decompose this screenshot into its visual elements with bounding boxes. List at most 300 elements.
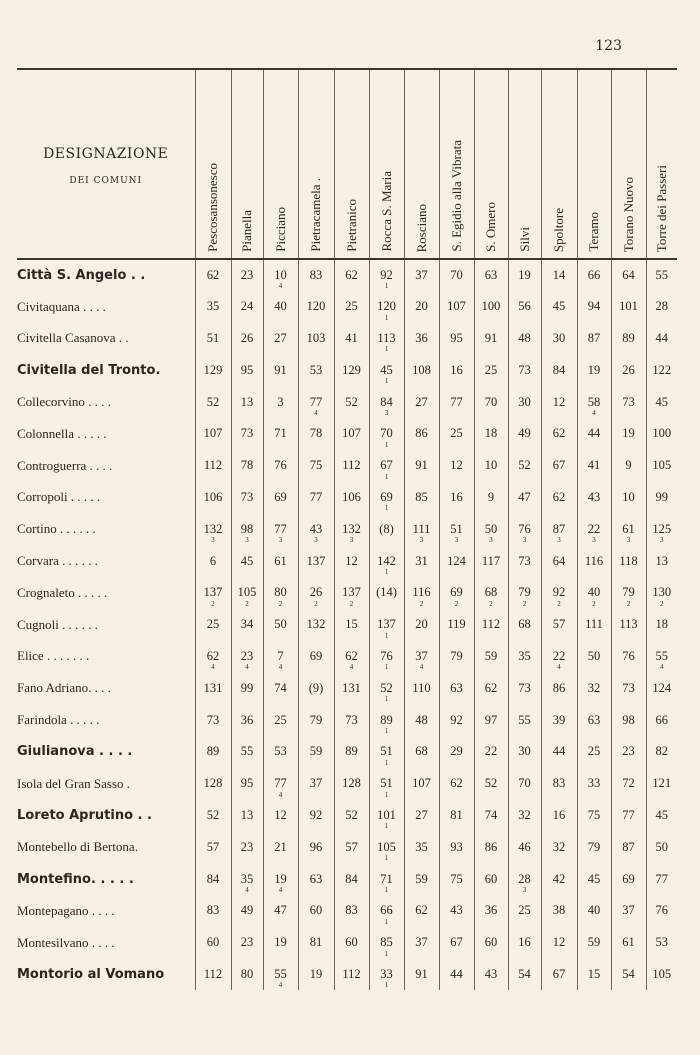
distance-value: 78	[240, 458, 254, 473]
distance-cell	[646, 704, 677, 736]
distance-value: 22	[552, 648, 566, 663]
column-header	[298, 69, 334, 259]
distance-cell	[646, 577, 677, 609]
comune-name: Montesilvano . . . .	[17, 934, 115, 950]
distance-value: 55	[274, 966, 287, 981]
distance-cell	[474, 895, 508, 927]
distance-cell	[231, 354, 263, 386]
distance-value: 121	[652, 776, 672, 791]
distance-value: 76	[655, 903, 668, 918]
distance-cell	[611, 609, 646, 641]
distance-value: 40	[587, 585, 601, 600]
distance-value: 23	[240, 648, 254, 663]
distance-footnote: 2	[557, 599, 561, 608]
distance-value: 32	[587, 680, 601, 695]
distance-value: 25	[450, 426, 463, 441]
distance-footnote: 1	[384, 917, 389, 926]
distance-cell	[541, 863, 577, 895]
comune-name: Elice . . . . . . .	[17, 648, 90, 664]
distance-footnote: 2	[522, 599, 527, 608]
distance-value: 129	[342, 362, 361, 377]
distance-value: 47	[274, 903, 287, 918]
comune-name: Cortino . . . . . .	[17, 521, 96, 537]
distance-value: 12	[274, 807, 287, 822]
distance-cell	[231, 959, 263, 991]
distance-value: 42	[552, 871, 566, 886]
distance-value: 53	[309, 362, 323, 377]
distance-cell	[611, 704, 646, 736]
distance-cell	[474, 704, 508, 736]
distance-cell	[611, 259, 646, 291]
distance-value: 51	[450, 521, 463, 536]
distance-value: 87	[587, 330, 601, 345]
distance-footnote: 2	[211, 599, 215, 608]
distance-cell	[334, 482, 369, 514]
distance-value: 3	[277, 394, 284, 409]
distance-value: 25	[345, 299, 358, 314]
distance-value: (9)	[308, 680, 324, 695]
distance-value: 27	[415, 807, 428, 822]
distance-value: 63	[484, 267, 498, 282]
distance-value: 30	[552, 330, 566, 345]
distance-cell	[439, 609, 474, 641]
distance-value: 71	[380, 871, 393, 886]
distance-footnote: 3	[314, 536, 318, 545]
distance-cell	[404, 450, 439, 482]
distance-cell	[195, 386, 231, 418]
table-row	[17, 736, 677, 768]
distance-value: 27	[274, 330, 287, 345]
distance-value: 16	[450, 489, 463, 504]
distance-value: 77	[274, 521, 287, 536]
distance-value: 19	[309, 966, 323, 981]
distance-value: 35	[240, 871, 254, 886]
distance-value: 54	[518, 966, 531, 981]
distance-cell	[404, 386, 439, 418]
distance-cell	[369, 418, 404, 450]
distance-cell	[231, 863, 263, 895]
table-row	[17, 323, 677, 355]
distance-cell	[298, 386, 334, 418]
column-header-label: Pietracamela .	[308, 178, 323, 252]
distance-cell	[611, 545, 646, 577]
distance-cell	[369, 545, 404, 577]
distance-value: 119	[447, 617, 466, 632]
distance-value: 44	[552, 744, 566, 759]
distance-footnote: 4	[278, 981, 283, 990]
distance-cell	[541, 831, 577, 863]
distance-value: (14)	[376, 585, 397, 600]
distance-value: 66	[655, 712, 668, 727]
distance-footnote: 1	[384, 822, 389, 831]
distance-value: 75	[309, 458, 323, 473]
distance-footnote: 3	[419, 536, 424, 545]
distance-footnote: 2	[349, 599, 354, 608]
distance-value: 6	[209, 553, 217, 568]
distance-value: 124	[652, 680, 672, 695]
distance-cell	[439, 386, 474, 418]
distance-value: 37	[415, 648, 428, 663]
distance-value: 73	[518, 680, 531, 695]
distance-value: 106	[203, 489, 223, 504]
distance-cell	[439, 641, 474, 673]
distance-cell	[474, 482, 508, 514]
distance-value: 84	[380, 394, 393, 409]
distance-cell	[541, 895, 577, 927]
distance-cell	[439, 704, 474, 736]
distance-cell	[334, 450, 369, 482]
distance-cell	[508, 831, 541, 863]
designation-title: DESIGNAZIONE	[43, 146, 169, 162]
distance-cell	[263, 323, 298, 355]
distance-value: 20	[415, 617, 428, 632]
distance-cell	[404, 768, 439, 800]
distance-cell	[369, 609, 404, 641]
distance-cell	[646, 736, 677, 768]
distance-footnote: 4	[278, 885, 283, 894]
distance-value: 112	[203, 458, 223, 473]
distance-footnote: 4	[314, 408, 318, 417]
distance-value: 91	[274, 362, 287, 377]
distance-value: 32	[552, 839, 566, 854]
distance-cell	[474, 259, 508, 291]
distance-footnote: 2	[419, 599, 424, 608]
distance-value: 71	[274, 426, 287, 441]
distance-value: 57	[552, 617, 566, 632]
distance-cell	[646, 831, 677, 863]
column-header-label: Picciano	[272, 207, 288, 252]
distance-value: 77	[655, 871, 668, 886]
distance-cell	[439, 672, 474, 704]
distance-cell	[231, 736, 263, 768]
distance-footnote: 4	[278, 281, 283, 290]
distance-cell	[646, 768, 677, 800]
distance-value: 60	[345, 935, 358, 950]
distance-value: 83	[309, 267, 323, 282]
distance-value: 45	[655, 807, 668, 822]
distance-value: 37	[622, 903, 635, 918]
distance-cell	[404, 482, 439, 514]
distance-cell	[263, 609, 298, 641]
distance-value: 12	[345, 553, 358, 568]
distance-cell	[646, 513, 677, 545]
distance-cell	[508, 323, 541, 355]
distance-value: 132	[342, 521, 361, 536]
distance-cell	[369, 482, 404, 514]
distance-value: 24	[240, 299, 254, 314]
table-row	[17, 959, 677, 991]
distance-footnote: 3	[384, 408, 389, 417]
distance-value: 34	[240, 617, 254, 632]
distance-cell	[541, 513, 577, 545]
distance-cell	[231, 609, 263, 641]
distance-value: 87	[622, 839, 635, 854]
distance-value: 81	[309, 935, 323, 950]
distance-footnote: 3	[626, 536, 631, 545]
distance-value: 92	[450, 712, 463, 727]
distance-cell	[263, 513, 298, 545]
distance-cell	[474, 672, 508, 704]
table-row	[17, 800, 677, 832]
distance-value: 59	[587, 935, 601, 950]
distance-cell	[334, 259, 369, 291]
distance-value: 12	[450, 458, 463, 473]
distance-cell	[404, 736, 439, 768]
distance-cell	[369, 927, 404, 959]
distance-cell	[646, 927, 677, 959]
distance-value: 43	[450, 903, 463, 918]
distance-footnote: 1	[384, 631, 389, 640]
distance-value: 39	[552, 712, 566, 727]
distance-cell	[298, 291, 334, 323]
distance-cell	[334, 672, 369, 704]
distance-cell	[646, 800, 677, 832]
distance-cell	[508, 609, 541, 641]
column-header	[611, 69, 646, 259]
distance-cell	[195, 736, 231, 768]
distance-value: 86	[552, 680, 566, 695]
distance-value: 77	[274, 776, 287, 791]
distance-cell	[231, 577, 263, 609]
comune-name: Isola del Gran Sasso .	[17, 775, 131, 791]
comune-name: Farindola . . . . .	[17, 712, 100, 728]
distance-footnote: 3	[522, 536, 527, 545]
column-header	[195, 69, 231, 259]
distance-table	[17, 68, 677, 990]
distance-cell	[508, 577, 541, 609]
distance-cell	[404, 259, 439, 291]
distance-value: 19	[518, 267, 531, 282]
distance-value: 120	[306, 299, 326, 314]
distance-value: 43	[587, 489, 601, 504]
designation-header	[17, 69, 195, 259]
distance-cell	[474, 768, 508, 800]
distance-cell	[541, 927, 577, 959]
distance-value: 67	[552, 458, 566, 473]
distance-value: 79	[622, 585, 635, 600]
distance-cell	[334, 704, 369, 736]
distance-value: 73	[206, 712, 220, 727]
column-header-label: Pescosansonesco	[205, 163, 220, 252]
distance-cell	[508, 736, 541, 768]
distance-cell	[334, 418, 369, 450]
distance-value: 40	[587, 903, 601, 918]
table-row	[17, 418, 677, 450]
distance-footnote: 2	[454, 599, 459, 608]
distance-cell	[298, 831, 334, 863]
distance-cell	[298, 259, 334, 291]
distance-value: 77	[622, 807, 635, 822]
distance-cell	[577, 545, 611, 577]
distance-cell	[577, 418, 611, 450]
distance-value: 45	[380, 362, 393, 377]
distance-footnote: 1	[384, 949, 389, 958]
distance-footnote: 1	[384, 790, 389, 799]
distance-cell	[611, 895, 646, 927]
distance-cell	[577, 704, 611, 736]
distance-cell	[577, 831, 611, 863]
distance-cell	[611, 323, 646, 355]
distance-value: 84	[552, 362, 566, 377]
distance-cell	[298, 482, 334, 514]
distance-value: 107	[412, 776, 431, 791]
distance-cell	[369, 323, 404, 355]
distance-cell	[508, 513, 541, 545]
distance-value: 106	[342, 489, 361, 504]
distance-cell	[577, 927, 611, 959]
distance-cell	[508, 863, 541, 895]
distance-cell	[404, 672, 439, 704]
distance-value: 35	[518, 648, 531, 663]
table-row	[17, 831, 677, 863]
distance-cell	[195, 704, 231, 736]
distance-cell	[298, 354, 334, 386]
distance-value: 105	[652, 966, 672, 981]
distance-footnote: 1	[384, 663, 389, 672]
distance-cell	[508, 959, 541, 991]
distance-value: 73	[518, 362, 531, 377]
distance-value: 105	[237, 585, 257, 600]
distance-cell	[474, 291, 508, 323]
distance-value: 51	[380, 744, 393, 759]
distance-cell	[508, 450, 541, 482]
distance-value: 46	[518, 839, 531, 854]
distance-value: 60	[484, 935, 498, 950]
distance-cell	[195, 259, 231, 291]
column-header-label: Rosciano	[413, 203, 429, 252]
distance-value: 137	[377, 617, 396, 632]
distance-value: 131	[203, 680, 223, 695]
table-row	[17, 545, 677, 577]
distance-value: 19	[274, 871, 287, 886]
distance-value: 55	[655, 267, 668, 282]
table-row	[17, 672, 677, 704]
distance-value: 47	[518, 489, 531, 504]
distance-value: 98	[622, 712, 635, 727]
table-row	[17, 577, 677, 609]
distance-value: 44	[450, 966, 463, 981]
distance-value: 52	[206, 807, 220, 822]
distance-footnote: 3	[592, 536, 596, 545]
distance-value: 91	[415, 966, 428, 981]
distance-cell	[334, 513, 369, 545]
distance-value: 72	[622, 776, 635, 791]
distance-cell	[474, 800, 508, 832]
distance-value: 25	[587, 744, 601, 759]
distance-value: 137	[306, 553, 326, 568]
distance-cell	[611, 672, 646, 704]
distance-value: 63	[587, 712, 601, 727]
distance-value: 85	[415, 489, 428, 504]
distance-cell	[231, 641, 263, 673]
distance-footnote: 3	[211, 536, 215, 545]
column-header	[334, 69, 369, 259]
column-header	[541, 69, 577, 259]
distance-cell	[334, 959, 369, 991]
comune-name: Montefino. . . . .	[17, 871, 134, 887]
distance-cell	[439, 736, 474, 768]
distance-cell	[195, 831, 231, 863]
distance-cell	[231, 704, 263, 736]
distance-value: 30	[518, 744, 531, 759]
table-row	[17, 704, 677, 736]
distance-cell	[577, 641, 611, 673]
distance-cell	[611, 513, 646, 545]
distance-value: 130	[652, 585, 672, 600]
distance-cell	[369, 259, 404, 291]
table-header-row	[17, 69, 677, 259]
distance-footnote: 4	[592, 408, 596, 417]
distance-cell	[231, 418, 263, 450]
distance-value: 57	[345, 839, 358, 854]
distance-cell	[298, 641, 334, 673]
column-header	[404, 69, 439, 259]
distance-cell	[369, 513, 404, 545]
distance-value: 28	[655, 299, 668, 314]
distance-value: 38	[552, 903, 566, 918]
distance-cell	[508, 641, 541, 673]
distance-value: 9	[487, 489, 495, 504]
distance-footnote: 2	[245, 599, 249, 608]
distance-footnote: 4	[278, 663, 283, 672]
distance-cell	[195, 323, 231, 355]
distance-cell	[646, 672, 677, 704]
distance-cell	[439, 800, 474, 832]
distance-footnote: 4	[211, 663, 215, 672]
distance-cell	[474, 641, 508, 673]
distance-cell	[369, 768, 404, 800]
comune-name: Controguerra . . . .	[17, 457, 113, 473]
distance-value: 85	[380, 935, 393, 950]
distance-cell	[577, 354, 611, 386]
distance-value: 124	[447, 553, 466, 568]
distance-cell	[646, 323, 677, 355]
distance-cell	[404, 513, 439, 545]
distance-footnote: 1	[384, 504, 389, 513]
distance-cell	[439, 959, 474, 991]
distance-value: 19	[274, 935, 287, 950]
distance-value: 77	[309, 489, 323, 504]
distance-cell	[231, 831, 263, 863]
distance-value: 83	[206, 903, 220, 918]
distance-cell	[404, 704, 439, 736]
distance-cell	[298, 450, 334, 482]
distance-cell	[541, 672, 577, 704]
distance-value: 44	[655, 330, 668, 345]
distance-value: 81	[450, 807, 463, 822]
distance-footnote: 1	[384, 885, 389, 894]
distance-cell	[334, 577, 369, 609]
distance-value: 52	[380, 680, 393, 695]
distance-cell	[195, 927, 231, 959]
distance-footnote: 3	[660, 536, 664, 545]
distance-cell	[231, 927, 263, 959]
distance-value: 60	[206, 935, 220, 950]
distance-cell	[474, 863, 508, 895]
distance-value: 76	[622, 648, 635, 663]
table-row	[17, 386, 677, 418]
distance-cell	[577, 259, 611, 291]
distance-value: 112	[342, 458, 361, 473]
distance-cell	[439, 259, 474, 291]
distance-value: 99	[240, 680, 254, 695]
distance-value: 78	[309, 426, 323, 441]
distance-cell	[646, 609, 677, 641]
comune-name: Collecorvino . . . .	[17, 394, 111, 410]
distance-cell	[404, 291, 439, 323]
distance-value: 16	[552, 807, 566, 822]
distance-value: 116	[412, 585, 431, 600]
